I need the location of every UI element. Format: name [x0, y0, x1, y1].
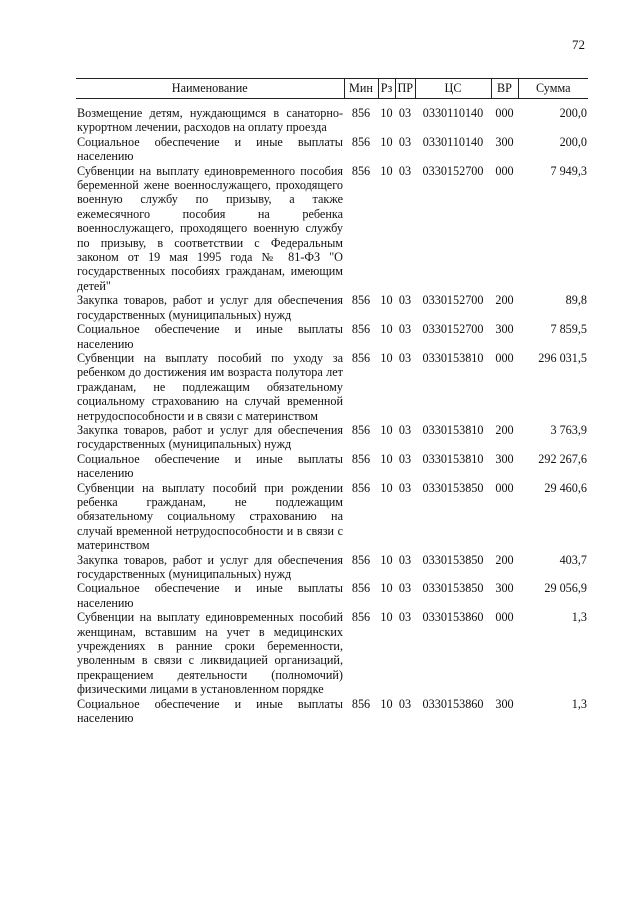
cell-name: Возмещение детям, нуждающимся в санаторно-курортном лечении, расходов на оплату проезда — [77, 106, 343, 135]
cell-rz: 10 — [380, 293, 393, 308]
cell-name: Закупка товаров, работ и услуг для обеспечения государственных (муниципальных) нужд — [77, 293, 343, 322]
cell-sum: 292 267,6 — [538, 451, 587, 466]
cell-cs: 0330153810 — [422, 350, 484, 365]
cell-vr: 200 — [495, 552, 514, 567]
page-number: 72 — [572, 37, 585, 52]
cell-vr: 000 — [495, 480, 514, 495]
cell-name: Закупка товаров, работ и услуг для обеспечения государственных (муниципальных) нужд — [77, 422, 343, 452]
cell-cs: 0330153860 — [422, 696, 484, 711]
cell-vr: 200 — [495, 422, 514, 437]
cell-pr: 03 — [398, 552, 412, 567]
cell-min: 856 — [351, 106, 371, 120]
cell-pr: 03 — [398, 581, 412, 596]
table-row — [76, 351, 588, 423]
cell-vr: 000 — [495, 610, 514, 625]
cell-min: 856 — [351, 581, 371, 596]
table-row — [76, 610, 588, 696]
cell-min: 856 — [351, 322, 371, 337]
cell-min: 856 — [351, 552, 371, 567]
cell-vr: 000 — [495, 106, 514, 120]
cell-pr: 03 — [398, 293, 412, 308]
cell-vr: 000 — [495, 350, 514, 365]
cell-name: Субвенции на выплату пособий по уходу за ребенком до достижения им возраста полутора лет гражданам, не подлежащим обязательному социальному страхованию на случай временной нетрудоспособности и в связи с материнством — [77, 350, 343, 423]
cell-name: Социальное обеспечение и иные выплаты населению — [77, 451, 343, 481]
cell-cs: 0330153810 — [422, 422, 484, 437]
cell-sum: 3 763,9 — [550, 422, 587, 437]
cell-sum: 200,0 — [559, 134, 587, 149]
cell-name: Субвенции на выплату пособий при рождении ребенка гражданам, не подлежащим обязательному социальному страхованию на случай временной нетрудоспособности и в связи с материнством — [77, 480, 343, 553]
cell-rz: 10 — [380, 552, 393, 567]
cell-pr: 03 — [398, 163, 412, 178]
cell-vr: 300 — [495, 134, 514, 149]
cell-pr: 03 — [398, 350, 412, 365]
cell-min: 856 — [351, 480, 371, 495]
cell-rz: 10 — [380, 451, 393, 466]
cell-min: 856 — [351, 134, 371, 149]
cell-rz: 10 — [380, 106, 393, 120]
cell-vr: 200 — [495, 293, 514, 308]
table-row — [76, 481, 588, 553]
table-row — [76, 452, 588, 481]
cell-min: 856 — [351, 610, 371, 625]
cell-name: Субвенции на выплату единовременного пособия беременной жене военнослужащего, проходящего военную службу по призыву, а также ежемесячного пособия на ребенка военнослужащего, проходящего военную службу по призыву, в соответствии с Федеральным законом от 19 мая 1995 года № 81-ФЗ "О государственных пособиях гражданам, имеющим детей" — [77, 163, 343, 293]
header-rz: Рз — [378, 79, 395, 99]
cell-vr: 300 — [495, 581, 514, 596]
cell-pr: 03 — [398, 106, 412, 120]
cell-rz: 10 — [380, 422, 393, 437]
cell-rz: 10 — [380, 581, 393, 596]
cell-pr: 03 — [398, 696, 412, 711]
header-cs: ЦС — [415, 79, 491, 99]
cell-min: 856 — [351, 350, 371, 365]
cell-name: Социальное обеспечение и иные выплаты населению — [77, 581, 343, 610]
cell-sum: 29 460,6 — [544, 480, 587, 495]
cell-rz: 10 — [380, 163, 393, 178]
table-row — [76, 135, 588, 164]
cell-name: Социальное обеспечение и иные выплаты населению — [77, 696, 343, 726]
table-row — [76, 322, 588, 351]
table-row — [76, 99, 588, 135]
cell-pr: 03 — [398, 322, 412, 337]
cell-name: Закупка товаров, работ и услуг для обеспечения государственных (муниципальных) нужд — [77, 552, 343, 581]
cell-cs: 0330152700 — [422, 163, 484, 178]
cell-name: Социальное обеспечение и иные выплаты населению — [77, 134, 343, 164]
cell-min: 856 — [351, 293, 371, 308]
table-row — [76, 697, 588, 726]
cell-cs: 0330110140 — [422, 106, 484, 120]
table-row — [76, 164, 588, 294]
cell-name: Субвенции на выплату единовременных пособий женщинам, вставшим на учет в медицинских учреждениях в ранние сроки беременности, уволенным в связи с ликвидацией организаций, прекращением деятельности (полномочий) физическими лицами в установленном порядке — [77, 610, 343, 697]
cell-min: 856 — [351, 163, 371, 178]
cell-sum: 7 949,3 — [550, 163, 587, 178]
cell-sum: 1,3 — [571, 696, 587, 711]
cell-cs: 0330152700 — [422, 322, 484, 337]
cell-sum: 89,8 — [565, 293, 587, 308]
header-min: Мин — [344, 79, 378, 99]
cell-rz: 10 — [380, 322, 393, 337]
cell-sum: 7 859,5 — [550, 322, 587, 337]
cell-vr: 000 — [495, 163, 514, 178]
cell-rz: 10 — [380, 696, 393, 711]
cell-pr: 03 — [398, 480, 412, 495]
header-pr: ПР — [395, 79, 415, 99]
cell-cs: 0330153850 — [422, 581, 484, 596]
cell-rz: 10 — [380, 134, 393, 149]
cell-vr: 300 — [495, 451, 514, 466]
cell-pr: 03 — [398, 451, 412, 466]
cell-rz: 10 — [380, 480, 393, 495]
cell-sum: 1,3 — [571, 610, 587, 625]
table-header-row — [76, 79, 588, 99]
cell-name: Социальное обеспечение и иные выплаты населению — [77, 322, 343, 351]
cell-cs: 0330152700 — [422, 293, 484, 308]
table-row — [76, 423, 588, 452]
cell-pr: 03 — [398, 134, 412, 149]
cell-min: 856 — [351, 422, 371, 437]
cell-vr: 300 — [495, 696, 514, 711]
cell-pr: 03 — [398, 422, 412, 437]
cell-sum: 296 031,5 — [538, 350, 587, 365]
cell-cs: 0330153850 — [422, 480, 484, 495]
cell-rz: 10 — [380, 610, 393, 625]
table-row — [76, 581, 588, 610]
header-sum: Сумма — [518, 79, 588, 99]
cell-rz: 10 — [380, 350, 393, 365]
cell-cs: 0330153860 — [422, 610, 484, 625]
cell-cs: 0330153850 — [422, 552, 484, 567]
cell-min: 856 — [351, 696, 371, 711]
cell-cs: 0330153810 — [422, 451, 484, 466]
cell-sum: 403,7 — [559, 552, 587, 567]
cell-sum: 200,0 — [559, 106, 587, 120]
header-vr: ВР — [491, 79, 518, 99]
cell-vr: 300 — [495, 322, 514, 337]
cell-cs: 0330110140 — [422, 134, 484, 149]
cell-min: 856 — [351, 451, 371, 466]
cell-pr: 03 — [398, 610, 412, 625]
budget-table — [76, 78, 588, 725]
header-name: Наименование — [76, 79, 344, 99]
table-row — [76, 293, 588, 322]
cell-sum: 29 056,9 — [544, 581, 587, 596]
table-row — [76, 553, 588, 582]
